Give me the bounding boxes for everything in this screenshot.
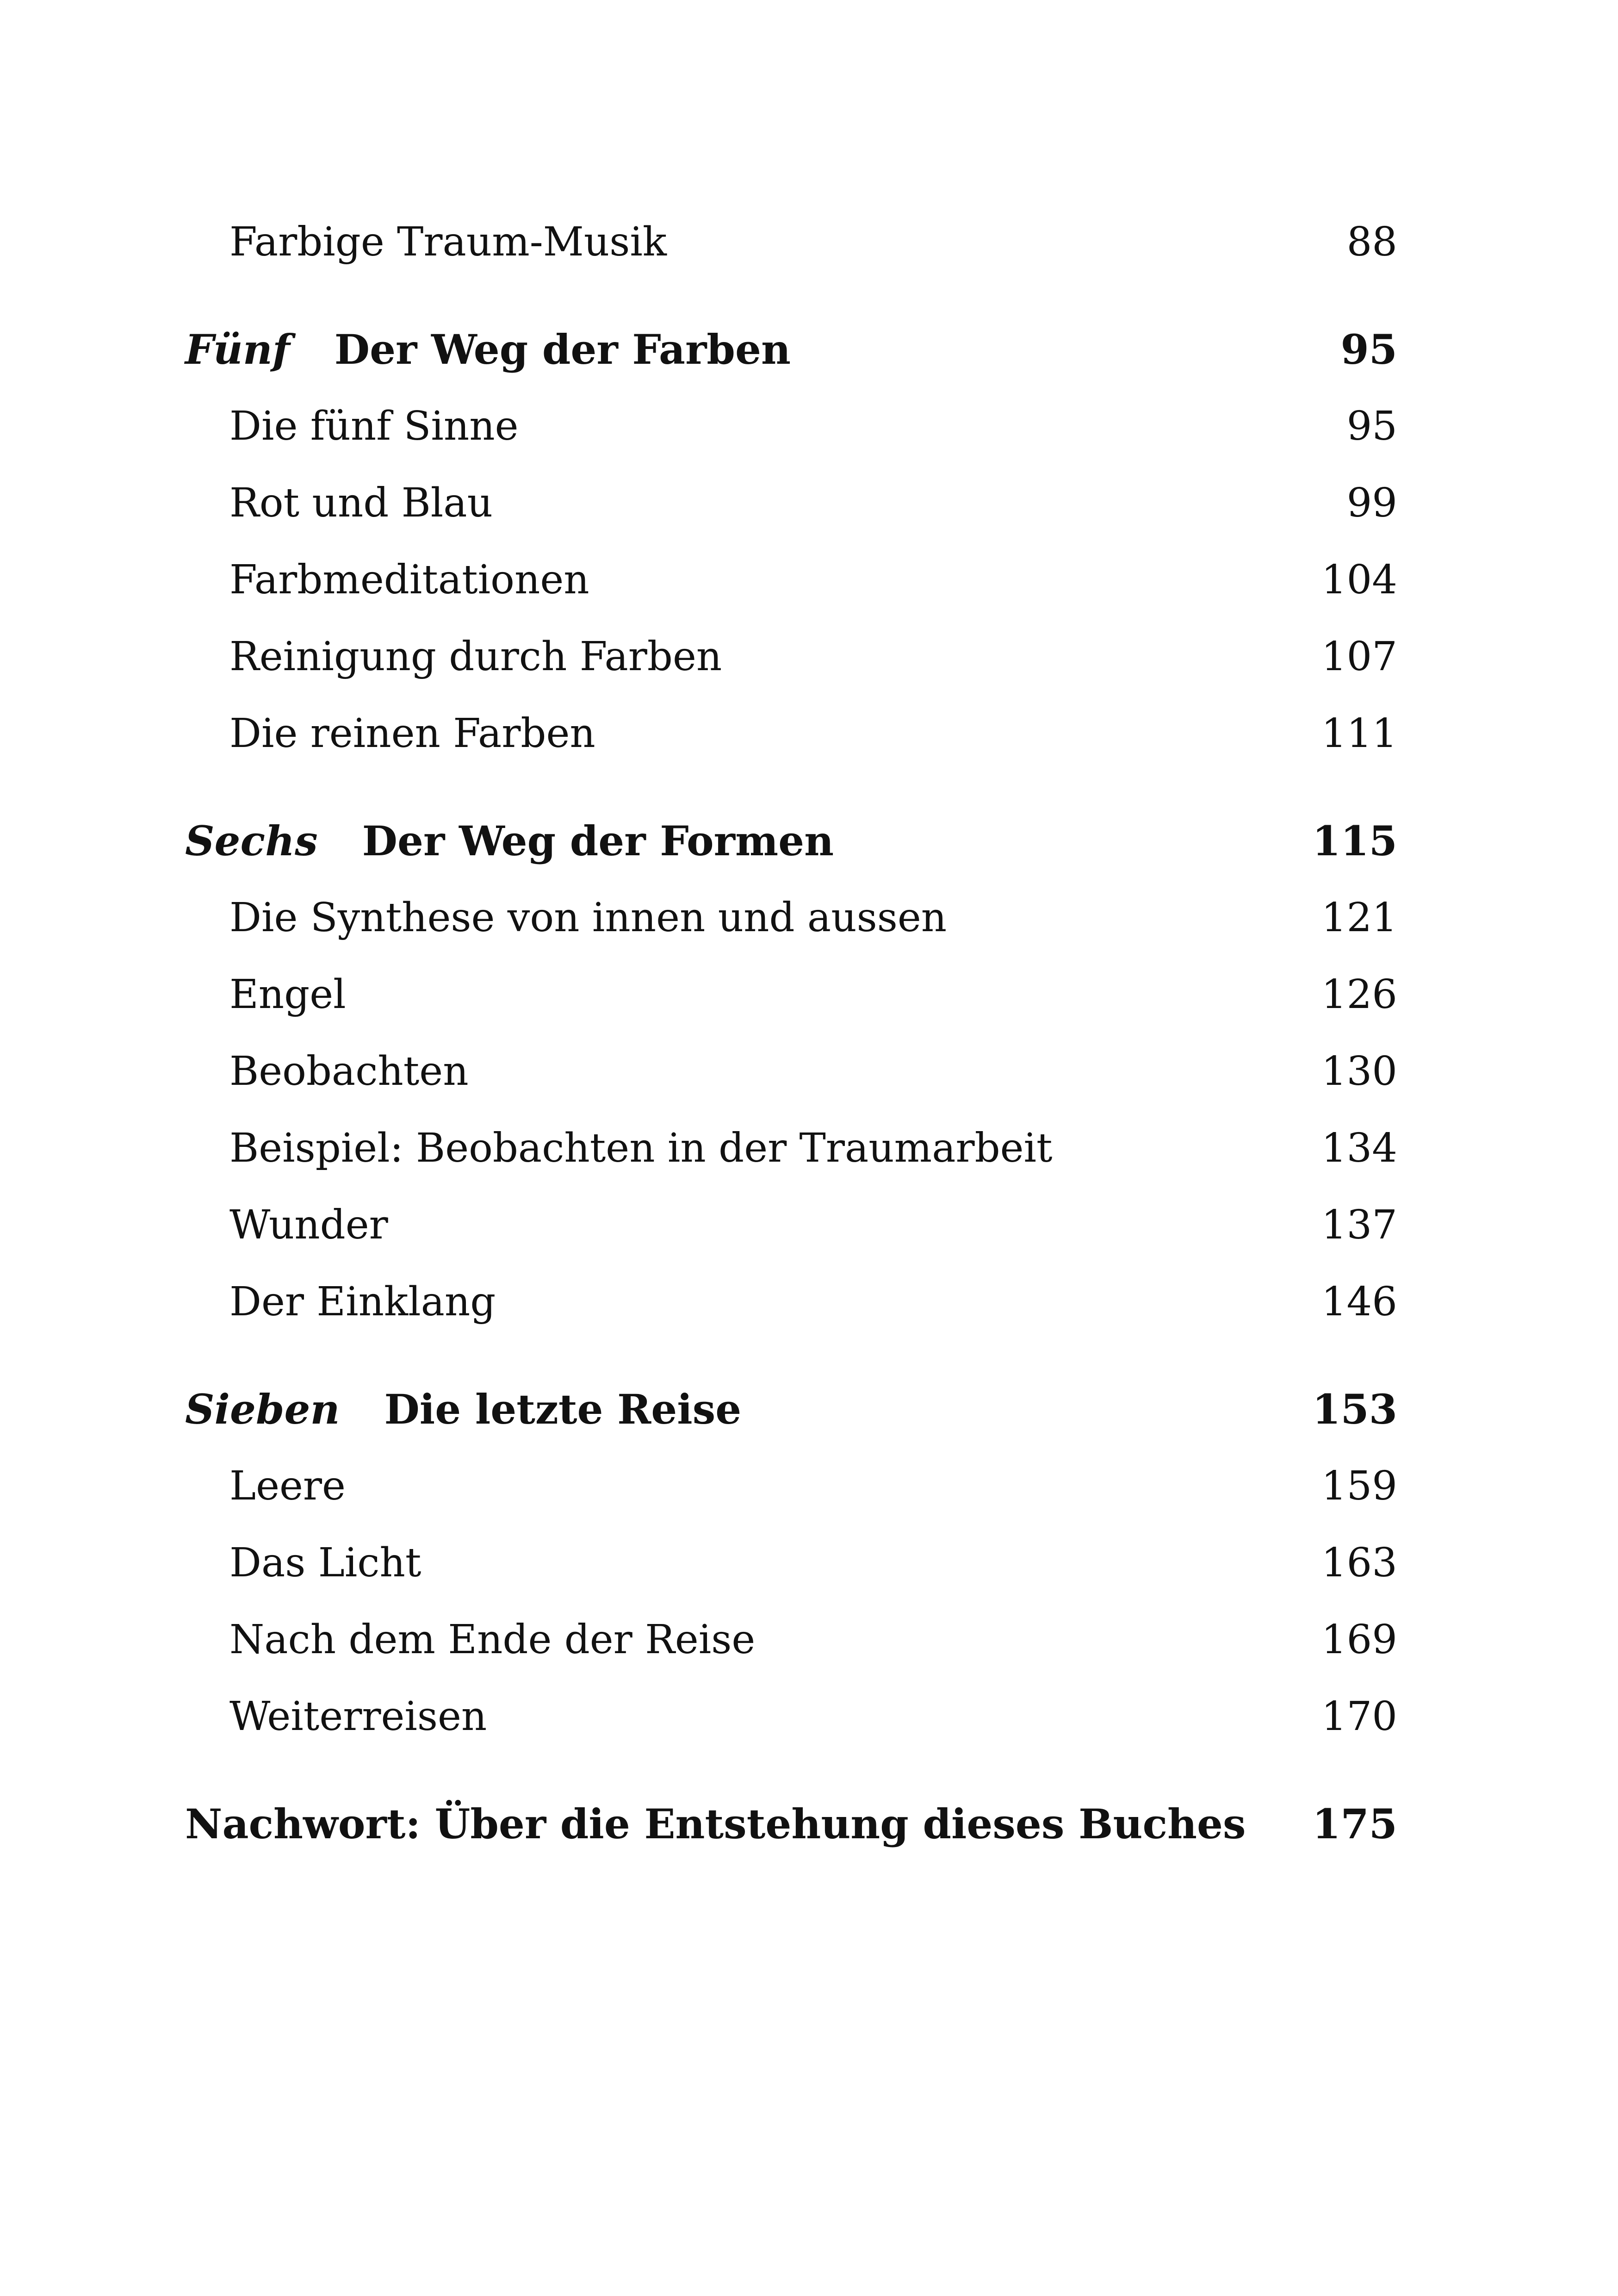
toc-entry[interactable]	[185, 695, 1397, 772]
chapter-page: 153	[1312, 1385, 1397, 1433]
chapter-number: Sechs	[185, 817, 318, 865]
toc-entry[interactable]	[185, 1033, 1397, 1110]
toc-entry[interactable]	[185, 541, 1397, 618]
chapter-title: Der Weg der Farben	[334, 325, 791, 373]
toc-entry-title: Die fünf Sinne	[229, 403, 519, 449]
toc-entry[interactable]	[185, 956, 1397, 1033]
toc-entry-page: 170	[1321, 1693, 1397, 1740]
toc-entry-title: Rot und Blau	[229, 480, 493, 526]
toc-entry-page: 130	[1321, 1048, 1397, 1095]
toc-entry[interactable]	[185, 1601, 1397, 1678]
toc-entry[interactable]	[185, 1187, 1397, 1263]
toc-nachwort[interactable]	[185, 1786, 1397, 1862]
toc-entry-page: 137	[1321, 1202, 1397, 1248]
toc-entry-page: 146	[1321, 1279, 1397, 1325]
toc-entry[interactable]	[185, 1110, 1397, 1187]
toc-entry-page: 134	[1321, 1125, 1397, 1171]
toc-entry-title: Nach dem Ende der Reise	[229, 1617, 756, 1663]
toc-entry[interactable]	[185, 879, 1397, 956]
toc-entry-page: 104	[1321, 557, 1397, 603]
table-of-contents	[185, 204, 1397, 1862]
toc-entry-page: 169	[1321, 1617, 1397, 1663]
toc-entry-page: 159	[1321, 1463, 1397, 1509]
chapter-page: 95	[1340, 325, 1397, 373]
toc-entry-title: Der Einklang	[229, 1279, 496, 1325]
toc-entry[interactable]	[185, 1524, 1397, 1601]
toc-chapter-sieben[interactable]	[185, 1371, 1397, 1448]
toc-entry-page: 126	[1321, 971, 1397, 1018]
toc-entry[interactable]	[185, 1448, 1397, 1524]
toc-chapter-sechs[interactable]	[185, 803, 1397, 879]
toc-entry-page: 121	[1321, 895, 1397, 941]
nachwort-title: Nachwort: Über die Entstehung dieses Buches	[185, 1800, 1246, 1848]
toc-entry-title: Beobachten	[229, 1048, 469, 1095]
toc-entry[interactable]	[185, 465, 1397, 541]
toc-entry-page: 107	[1321, 634, 1397, 680]
toc-entry-title: Engel	[229, 971, 346, 1018]
toc-entry-title: Wunder	[229, 1202, 388, 1248]
nachwort-page: 175	[1312, 1800, 1397, 1848]
toc-entry-title: Die Synthese von innen und aussen	[229, 895, 947, 941]
toc-entry-title: Weiterreisen	[229, 1693, 487, 1740]
toc-entry[interactable]	[185, 1263, 1397, 1340]
chapter-number: Sieben	[185, 1385, 340, 1433]
toc-entry-title: Das Licht	[229, 1540, 422, 1586]
toc-entry-title: Beispiel: Beobachten in der Traumarbeit	[229, 1125, 1053, 1171]
toc-entry-title: Die reinen Farben	[229, 710, 595, 757]
toc-entry-page: 95	[1346, 403, 1397, 449]
chapter-number: Fünf	[185, 325, 290, 373]
toc-entry-title: Farbige Traum-Musik	[229, 219, 667, 265]
toc-entry-page: 111	[1321, 710, 1397, 757]
chapter-title: Der Weg der Formen	[362, 817, 834, 865]
toc-entry-page: 88	[1346, 219, 1397, 265]
toc-entry-page: 99	[1346, 480, 1397, 526]
toc-entry-title: Leere	[229, 1463, 346, 1509]
chapter-page: 115	[1312, 817, 1397, 865]
toc-entry-page: 163	[1321, 1540, 1397, 1586]
toc-entry[interactable]	[185, 1678, 1397, 1755]
chapter-title: Die letzte Reise	[384, 1385, 742, 1433]
toc-entry[interactable]	[185, 204, 1397, 280]
toc-entry-title: Farbmeditationen	[229, 557, 589, 603]
toc-entry[interactable]	[185, 388, 1397, 465]
toc-chapter-fuenf[interactable]	[185, 311, 1397, 388]
toc-entry-title: Reinigung durch Farben	[229, 634, 722, 680]
toc-entry[interactable]	[185, 618, 1397, 695]
